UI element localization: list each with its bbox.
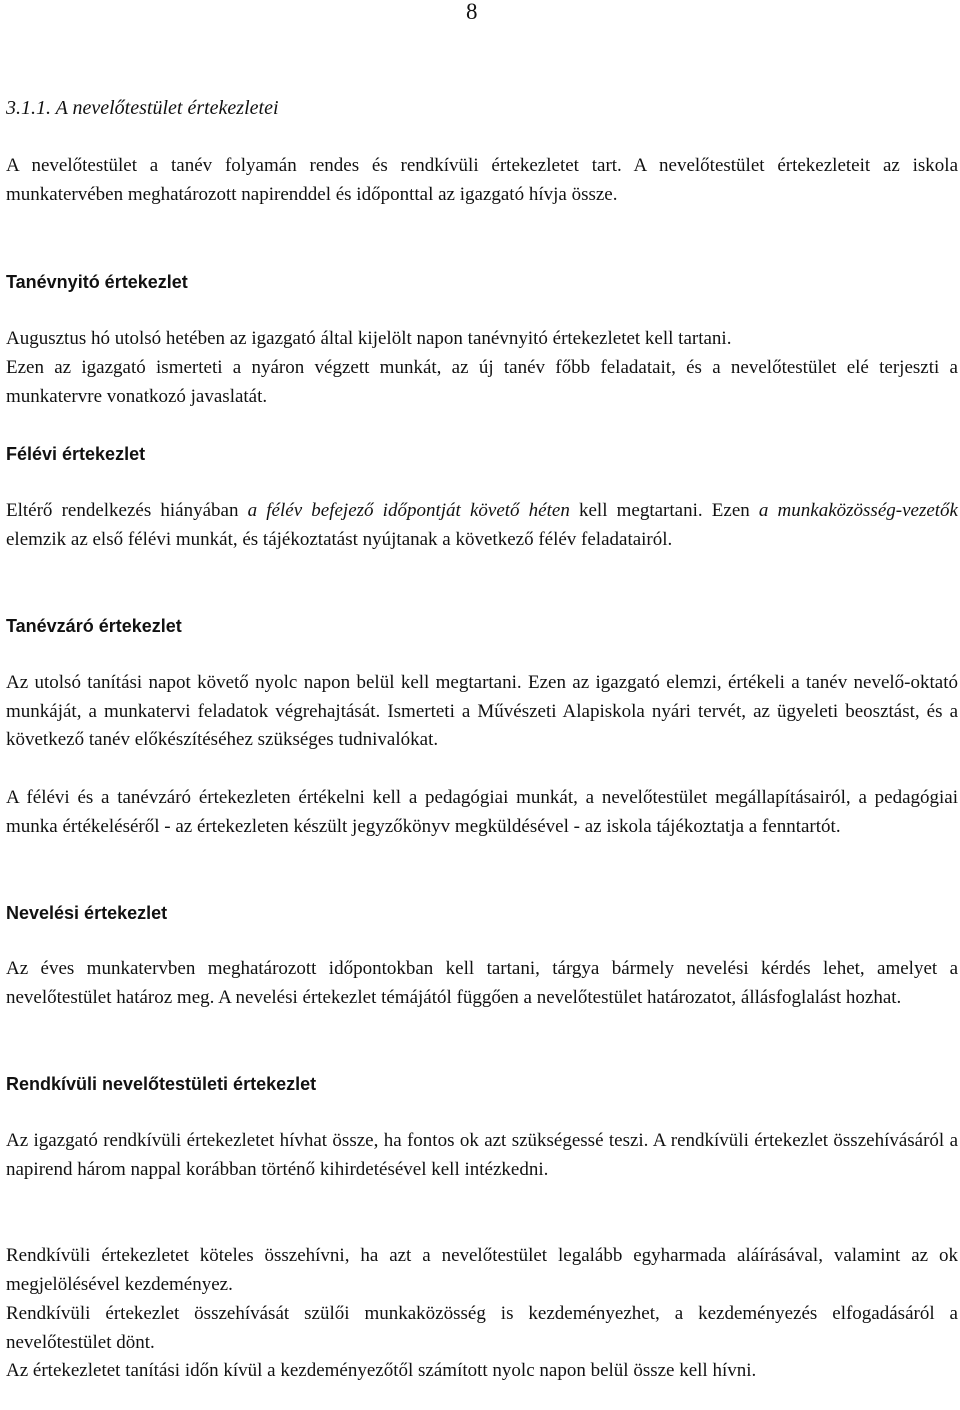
felevi-text-3: elemzik az első félévi munkát, és tájékoztatást nyújtanak a következő félév feladatairól. <box>6 528 673 550</box>
tanevzaro-paragraph-2: A félévi és a tanévzáró értekezleten értékelni kell a pedagógiai munkát, a nevelőtestület megállapításairól, a pedagógiai munka értékeléséről - az értekezleten készült jegyzőkönyv megküldésével - az iskola tájékoztatja a fenntartót. <box>6 787 958 837</box>
rendkivuli-paragraph-1: Az igazgató rendkívüli értekezletet hívhat össze, ha fontos ok azt szükségessé teszi. A rendkívüli értekezlet összehívásáról a napirend három nappal korábban történő kihirdetésével kell intézkedni. <box>6 1130 958 1180</box>
nevelesi-paragraph: Az éves munkatervben meghatározott időpontokban kell tartani, tárgya bármely nevelési kérdés lehet, amelyet a nevelőtestület határoz meg. A nevelési értekezlet témájától függően a nevelőtestület határozatot, állásfoglalást hozhat. <box>6 958 958 1008</box>
felevi-paragraph <box>6 497 958 554</box>
felevi-text-1: Eltérő rendelkezés hiányában <box>6 500 248 521</box>
heading-felevi: Félévi értekezlet <box>6 444 146 464</box>
page-number: 8 <box>466 0 478 24</box>
tanevzaro-paragraph-1: Az utolsó tanítási napot követő nyolc napon belül kell megtartani. Ezen az igazgató elemzi, értékeli a tanév nevelő-oktató munkáját, a munkatervi feladatok végrehajtását. Ismerteti a Művészeti Alapiskola nyári tervét, az ügyeleti beosztást, és a következő tanév előkészítéséhez szükséges tudnivalókat. <box>6 672 958 751</box>
felevi-italic-2: a munkaközösség-vezetők <box>758 500 958 521</box>
intro-paragraph: A nevelőtestület a tanév folyamán rendes és rendkívüli értekezletet tart. A nevelőtestület értekezleteit az iskola munkatervében meghatározott napirenddel és időponttal az igazgató hívja össze. <box>6 155 958 205</box>
tanevnyito-paragraph-2: Ezen az igazgató ismerteti a nyáron végzett munkát, az új tanév főbb feladatait, és a nevelőtestület elé terjeszti a munkatervre vonatkozó javaslatát. <box>6 357 958 407</box>
heading-rendkivuli: Rendkívüli nevelőtestületi értekezlet <box>6 1074 317 1094</box>
rendkivuli-paragraph-3: Rendkívüli értekezlet összehívását szülői munkaközösség is kezdeményezhet, a kezdeményezés elfogadásáról a nevelőtestület dönt. <box>6 1303 958 1353</box>
rendkivuli-paragraph-4: Az értekezletet tanítási időn kívül a kezdeményezőtől számított nyolc napon belül össze kell hívni. <box>6 1360 757 1381</box>
felevi-italic-1: a félév befejező időpontját követő héten <box>247 500 570 521</box>
rendkivuli-paragraph-2: Rendkívüli értekezletet köteles összehívni, ha azt a nevelőtestület legalább egyharmada aláírásával, valamint az ok megjelölésével kezdeményez. <box>6 1245 958 1295</box>
heading-nevelesi: Nevelési értekezlet <box>6 903 168 923</box>
felevi-text-2: kell megtartani. Ezen <box>569 500 759 521</box>
tanevnyito-paragraph-1: Augusztus hó utolsó hetében az igazgató által kijelölt napon tanévnyitó értekezletet kell tartani. <box>6 328 732 349</box>
heading-tanevnyito: Tanévnyitó értekezlet <box>6 272 188 292</box>
heading-tanevzaro: Tanévzáró értekezlet <box>6 616 182 636</box>
section-title: 3.1.1. A nevelőtestület értekezletei <box>6 97 279 119</box>
